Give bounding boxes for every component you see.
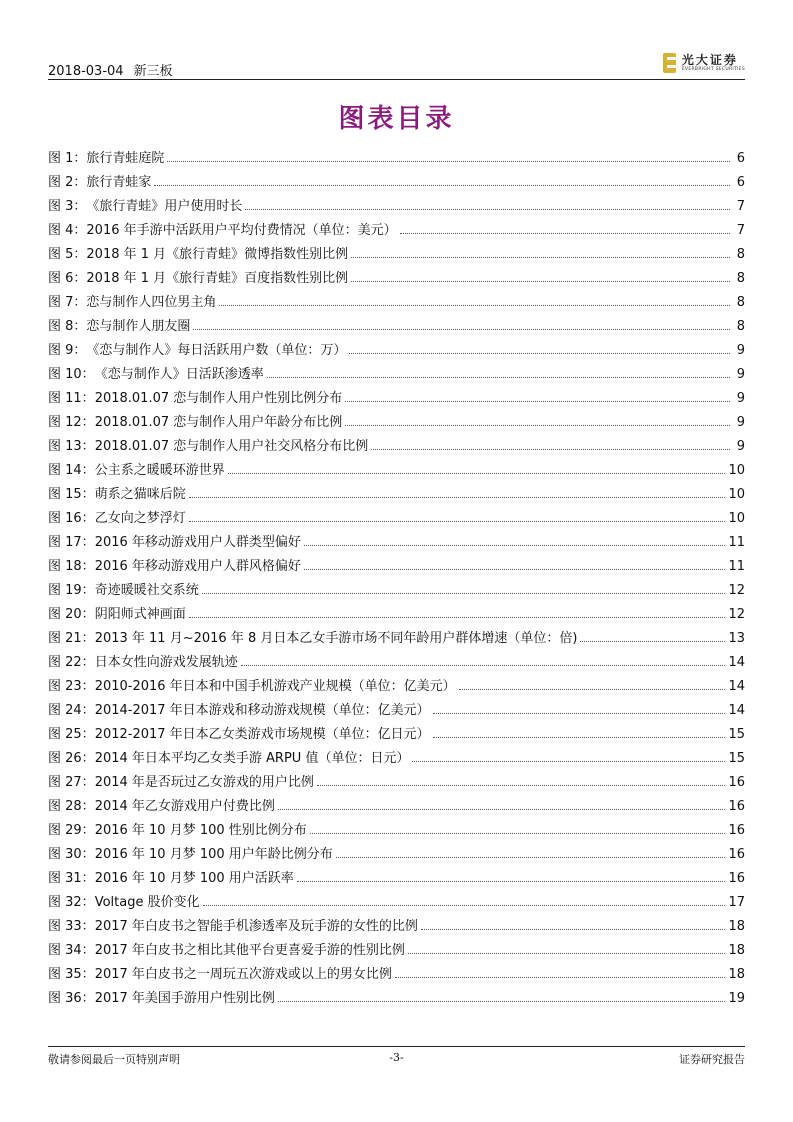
toc-entry-page[interactable]: 16: [728, 823, 745, 838]
toc-entry[interactable]: [48, 310, 745, 334]
toc-entry-page[interactable]: 14: [728, 703, 745, 718]
toc-entry-page[interactable]: 16: [728, 871, 745, 886]
toc-entry-page[interactable]: 10: [728, 487, 745, 502]
toc-leader-dots: [433, 737, 726, 738]
toc-entry-page[interactable]: 10: [728, 463, 745, 478]
footer-disclaimer: 敬请参阅最后一页特别声明: [48, 1053, 180, 1066]
toc-entry-page[interactable]: 7: [736, 223, 745, 238]
header-info: [48, 60, 173, 79]
toc-leader-dots: [310, 833, 726, 834]
toc-entry[interactable]: [48, 598, 745, 622]
toc-entry-label: 图 7：: [48, 295, 87, 310]
toc-entry[interactable]: [48, 766, 745, 790]
toc-entry[interactable]: [48, 214, 745, 238]
toc-leader-dots: [304, 569, 726, 570]
toc-leader-dots: [219, 305, 730, 306]
toc-entry-page[interactable]: 18: [728, 919, 745, 934]
toc-leader-dots: [349, 353, 730, 354]
toc-entry-title[interactable]: 2016 年手游中活跃用户平均付费情况（单位：美元）: [86, 223, 397, 238]
toc-entry[interactable]: [48, 430, 745, 454]
toc-entry-page[interactable]: 10: [728, 511, 745, 526]
toc-entry-label: 图 22：: [48, 655, 95, 670]
toc-entry-title[interactable]: 2010-2016 年日本和中国手机游戏产业规模（单位：亿美元）: [94, 679, 456, 694]
toc-entry-page[interactable]: 8: [736, 319, 745, 334]
toc-entry-title[interactable]: 乙女向之梦浮灯: [94, 511, 186, 526]
toc-entry-title[interactable]: 2017 年白皮书之一周玩五次游戏或以上的男女比例: [94, 967, 392, 982]
toc-entry[interactable]: [48, 574, 745, 598]
toc-leader-dots: [228, 473, 726, 474]
toc-entry[interactable]: [48, 790, 745, 814]
toc-entry[interactable]: [48, 334, 745, 358]
toc-entry-title[interactable]: 2016 年移动游戏用户人群类型偏好: [94, 535, 301, 550]
toc-entry-label: 图 8：: [48, 319, 87, 334]
toc-entry-label: 图 32：: [48, 895, 95, 910]
toc-entry-title[interactable]: 《恋与制作人》每日活跃用户数（单位：万）: [86, 343, 347, 358]
toc-entry-label: 图 16：: [48, 511, 95, 526]
toc-entry-page[interactable]: 18: [728, 967, 745, 982]
toc-entry-label: 图 21：: [48, 631, 95, 646]
toc-entry-page[interactable]: 16: [728, 799, 745, 814]
toc-entry[interactable]: [48, 478, 745, 502]
toc-entry-title[interactable]: 2018 年 1 月《旅行青蛙》百度指数性别比例: [86, 271, 349, 286]
toc-entry-page[interactable]: 14: [728, 655, 745, 670]
toc-leader-dots: [395, 977, 726, 978]
toc-entry-title[interactable]: 2016 年 10 月梦 100 性别比例分布: [94, 823, 307, 838]
toc-entry-page[interactable]: 9: [736, 343, 745, 358]
toc-leader-dots: [267, 377, 730, 378]
toc-entry-label: 图 18：: [48, 559, 95, 574]
toc-entry-title[interactable]: 阴阳师式神画面: [94, 607, 186, 622]
toc-leader-dots: [297, 881, 726, 882]
toc-entry[interactable]: [48, 886, 745, 910]
toc-entry[interactable]: [48, 166, 745, 190]
toc-entry-title[interactable]: 2018.01.07 恋与制作人用户社交风格分布比例: [94, 439, 369, 454]
toc-entry-label: 图 33：: [48, 919, 95, 934]
toc-entry-title[interactable]: 旅行青蛙庭院: [86, 151, 165, 166]
toc-entry[interactable]: [48, 622, 745, 646]
toc-entry[interactable]: [48, 190, 745, 214]
toc-leader-dots: [189, 617, 726, 618]
toc-entry-label: 图 5：: [48, 247, 87, 262]
toc-entry-label: 图 17：: [48, 535, 95, 550]
toc-entry-title[interactable]: 2018.01.07 恋与制作人用户性别比例分布: [94, 391, 343, 406]
toc-leader-dots: [580, 641, 725, 642]
toc-entry-title[interactable]: 恋与制作人朋友圈: [86, 319, 191, 334]
toc-leader-dots: [203, 905, 726, 906]
toc-leader-dots: [371, 449, 730, 450]
toc-entry-title[interactable]: 《恋与制作人》日活跃渗透率: [94, 367, 264, 382]
toc-entry-label: 图 6：: [48, 271, 87, 286]
toc-entry-title[interactable]: 恋与制作人四位男主角: [86, 295, 217, 310]
toc-leader-dots: [202, 593, 726, 594]
toc-entry-label: 图 1：: [48, 151, 87, 166]
toc-entry[interactable]: [48, 718, 745, 742]
toc-entry-label: 图 28：: [48, 799, 95, 814]
toc-entry-label: 图 35：: [48, 967, 95, 982]
toc-entry-page[interactable]: 19: [728, 991, 745, 1006]
toc-entry-title[interactable]: 2016 年移动游戏用户人群风格偏好: [94, 559, 301, 574]
toc-leader-dots: [412, 761, 725, 762]
toc-entry[interactable]: [48, 142, 745, 166]
footer-report-type: 证券研究报告: [679, 1053, 745, 1066]
toc-leader-dots: [351, 257, 730, 258]
toc-leader-dots: [189, 521, 726, 522]
toc-leader-dots: [245, 209, 730, 210]
toc-entry-label: 图 3：: [48, 199, 87, 214]
everbright-logo-icon: [663, 53, 676, 73]
toc-entry[interactable]: [48, 814, 745, 838]
toc-entry-page[interactable]: 17: [728, 895, 745, 910]
toc-entry-title[interactable]: 2012-2017 年日本乙女类游戏市场规模（单位：亿日元）: [94, 727, 430, 742]
toc-entry-title[interactable]: 2016 年 10 月梦 100 用户活跃率: [94, 871, 294, 886]
toc-entry[interactable]: [48, 358, 745, 382]
toc-entry[interactable]: [48, 406, 745, 430]
toc-leader-dots: [345, 425, 730, 426]
report-section: 新三板: [133, 64, 173, 79]
toc-entry[interactable]: [48, 958, 745, 982]
toc-entry-title[interactable]: 2017 年白皮书之相比其他平台更喜爱手游的性别比例: [94, 943, 405, 958]
toc-entry[interactable]: [48, 286, 745, 310]
toc-entry[interactable]: [48, 454, 745, 478]
page-number: -3-: [389, 1051, 404, 1064]
toc-leader-dots: [459, 689, 726, 690]
toc-entry-page[interactable]: 12: [728, 607, 745, 622]
toc-entry-title[interactable]: 2014 年乙女游戏用户付费比例: [94, 799, 275, 814]
toc-entry-page[interactable]: 14: [728, 679, 745, 694]
toc-entry-page[interactable]: 15: [728, 727, 745, 742]
toc-entry[interactable]: [48, 382, 745, 406]
toc-entry-title[interactable]: 2014 年是否玩过乙女游戏的用户比例: [94, 775, 314, 790]
toc-entry-page[interactable]: 16: [728, 847, 745, 862]
toc-entry-page[interactable]: 13: [728, 631, 745, 646]
toc-entry-page[interactable]: 8: [736, 295, 745, 310]
logo-en-text: EVERBRIGHT SECURITIES: [681, 66, 745, 72]
toc-entry-label: 图 20：: [48, 607, 95, 622]
toc-entry-title[interactable]: Voltage 股价变化: [94, 895, 200, 910]
toc-entry-label: 图 19：: [48, 583, 95, 598]
toc-leader-dots: [241, 665, 726, 666]
toc-leader-dots: [193, 329, 730, 330]
footer-divider: [48, 1046, 745, 1047]
toc-entry-page[interactable]: 9: [736, 367, 745, 382]
toc-entry-title[interactable]: 萌系之猫咪后院: [94, 487, 186, 502]
toc-entry-page[interactable]: 7: [736, 199, 745, 214]
toc-entry[interactable]: [48, 982, 745, 1006]
everbright-logo: [663, 50, 745, 76]
toc-leader-dots: [317, 785, 726, 786]
toc-entry-label: 图 26：: [48, 751, 95, 766]
toc-entry-page[interactable]: 12: [728, 583, 745, 598]
toc-entry-label: 图 15：: [48, 487, 95, 502]
toc-leader-dots: [304, 545, 726, 546]
toc-entry[interactable]: [48, 934, 745, 958]
toc-leader-dots: [154, 185, 730, 186]
page-header: [48, 50, 745, 78]
toc-entry-page[interactable]: 9: [736, 415, 745, 430]
logo-cn-text: 光大证券: [681, 52, 738, 67]
toc-entry-label: 图 2：: [48, 175, 87, 190]
toc-entry-page[interactable]: 11: [728, 559, 745, 574]
toc-entry[interactable]: [48, 838, 745, 862]
toc-entry-page[interactable]: 11: [728, 535, 745, 550]
toc-entry[interactable]: [48, 910, 745, 934]
toc-entry-page[interactable]: 18: [728, 943, 745, 958]
toc-entry-title[interactable]: 2017 年美国手游用户性别比例: [94, 991, 275, 1006]
toc-entry[interactable]: [48, 742, 745, 766]
toc-entry-page[interactable]: 15: [728, 751, 745, 766]
toc-leader-dots: [433, 713, 726, 714]
toc-entry-label: 图 29：: [48, 823, 95, 838]
toc-entry-title[interactable]: 《旅行青蛙》用户使用时长: [86, 199, 243, 214]
toc-leader-dots: [189, 497, 726, 498]
toc-entry-label: 图 31：: [48, 871, 95, 886]
toc-entry[interactable]: [48, 502, 745, 526]
toc-entry[interactable]: [48, 550, 745, 574]
toc-entry-label: 图 12：: [48, 415, 95, 430]
toc-entry[interactable]: [48, 526, 745, 550]
toc-entry-page[interactable]: 16: [728, 775, 745, 790]
toc-entry-label: 图 4：: [48, 223, 87, 238]
header-divider: [48, 79, 745, 80]
toc-entry-page[interactable]: 9: [736, 439, 745, 454]
logo-text: [682, 54, 745, 73]
toc-entry-title[interactable]: 日本女性向游戏发展轨迹: [94, 655, 238, 670]
toc-entry-label: 图 11：: [48, 391, 95, 406]
toc-entry-label: 图 13：: [48, 439, 95, 454]
toc-leader-dots: [408, 953, 726, 954]
toc-entry-label: 图 10：: [48, 367, 95, 382]
toc-entry-label: 图 27：: [48, 775, 95, 790]
toc-entry[interactable]: [48, 646, 745, 670]
toc-leader-dots: [278, 809, 726, 810]
toc-entry-title[interactable]: 旅行青蛙家: [86, 175, 152, 190]
toc-entry-title[interactable]: 奇迹暖暖社交系统: [94, 583, 199, 598]
toc-entry-page[interactable]: 8: [736, 247, 745, 262]
toc-entry-page[interactable]: 6: [736, 151, 745, 166]
toc-entry-title[interactable]: 2013 年 11 月~2016 年 8 月日本乙女手游市场不同年龄用户群体增速（单位：倍): [94, 631, 578, 646]
toc-leader-dots: [336, 857, 726, 858]
toc-entry-page[interactable]: 9: [736, 391, 745, 406]
toc-entry[interactable]: [48, 862, 745, 886]
toc-leader-dots: [278, 1001, 726, 1002]
toc-entry-page[interactable]: 6: [736, 175, 745, 190]
toc-entry-title[interactable]: 2014-2017 年日本游戏和移动游戏规模（单位：亿美元）: [94, 703, 430, 718]
toc-leader-dots: [400, 233, 730, 234]
page-footer: [48, 1051, 745, 1067]
toc-entry[interactable]: [48, 670, 745, 694]
toc-leader-dots: [345, 401, 730, 402]
toc-entry-title[interactable]: 2017 年白皮书之智能手机渗透率及玩手游的女性的比例: [94, 919, 418, 934]
toc-leader-dots: [421, 929, 726, 930]
toc-entry-title[interactable]: 2014 年日本平均乙女类手游 ARPU 值（单位：日元）: [94, 751, 410, 766]
toc-entry-label: 图 30：: [48, 847, 95, 862]
toc-entry-label: 图 36：: [48, 991, 95, 1006]
toc-entry[interactable]: [48, 238, 745, 262]
toc-entry[interactable]: [48, 262, 745, 286]
toc-entry-label: 图 25：: [48, 727, 95, 742]
report-date: 2018-03-04: [48, 64, 124, 79]
toc-entry-title[interactable]: 2016 年 10 月梦 100 用户年龄比例分布: [94, 847, 333, 862]
page-title: 图表目录: [338, 104, 455, 134]
toc-entry-page[interactable]: 8: [736, 271, 745, 286]
toc-entry-title[interactable]: 2018 年 1 月《旅行青蛙》微博指数性别比例: [86, 247, 349, 262]
toc-leader-dots: [351, 281, 730, 282]
toc-entry-label: 图 14：: [48, 463, 95, 478]
toc-entry-title[interactable]: 公主系之暖暖环游世界: [94, 463, 225, 478]
toc-entry-label: 图 9：: [48, 343, 87, 358]
toc-entry-label: 图 24：: [48, 703, 95, 718]
toc-entry-label: 图 23：: [48, 679, 95, 694]
toc-entry-label: 图 34：: [48, 943, 95, 958]
toc-leader-dots: [167, 161, 730, 162]
toc-entry-title[interactable]: 2018.01.07 恋与制作人用户年龄分布比例: [94, 415, 343, 430]
figure-toc-list: [48, 142, 745, 1006]
toc-entry[interactable]: [48, 694, 745, 718]
